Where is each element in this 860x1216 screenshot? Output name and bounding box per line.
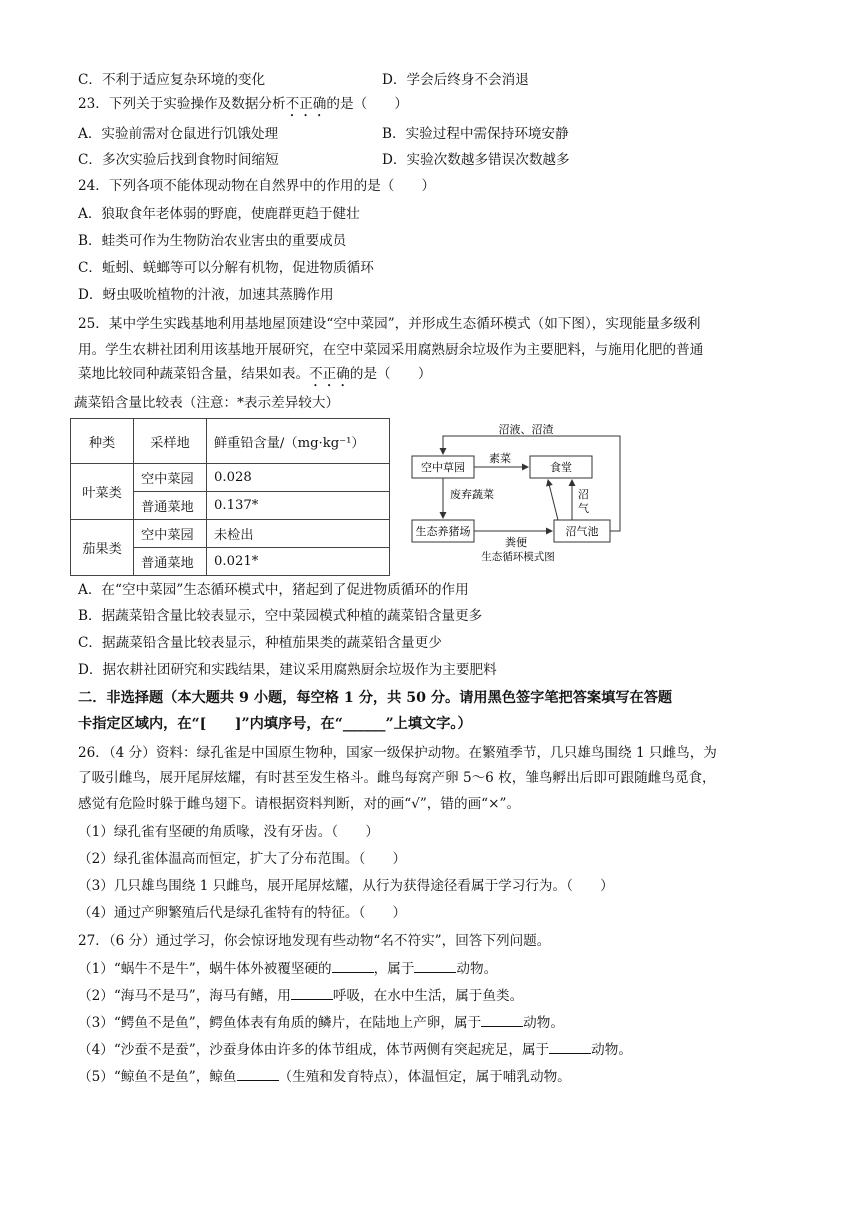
q27-item-5: （5）“鲸鱼不是鱼”，鲸鱼 （生殖和发育特点），体温恒定，属于哺乳动物。 [78,1066,571,1087]
table-caption: 蔬菜铅含量比较表（注意：*表示差异较大） [74,395,340,411]
cell-site: 空中菜园 [134,464,207,492]
q25-stem-line2: 用。学生农耕社团利用该基地开展研究，在空中菜园采用腐熟厨余垃圾作为主要肥料，与施用化肥的普通 [78,342,704,358]
q24-stem: 24．下列各项不能体现动物在自然界中的作用的是（ ） [78,178,436,194]
answer-blank[interactable] [414,958,456,973]
th-type: 种类 [71,419,134,464]
th-lead: 鲜重铅含量/（mg·kg⁻¹） [207,419,390,464]
q25-stem-line3: 菜地比较同种蔬菜铅含量，结果如表。不正确的是（ ） [78,366,432,382]
answer-blank[interactable] [291,985,333,1000]
svg-text:粪便: 粪便 [505,536,527,549]
answer-blank[interactable] [481,1012,523,1027]
q23-stem: 23．下列关于实验操作及数据分析不正确的是（ ） [78,96,408,112]
q22-option-d: D．学会后终身不会消退 [382,72,529,88]
q23-option-d: D．实验次数越多错误次数越多 [382,152,570,168]
svg-text:沼液、沼渣: 沼液、沼渣 [498,424,554,436]
cell-value: 0.137* [207,492,390,520]
cell-value: 0.028 [207,464,390,492]
svg-text:生态循环模式图: 生态循环模式图 [481,551,555,563]
svg-text:生态养猪场: 生态养猪场 [415,525,471,538]
lead-content-table [70,418,390,576]
cell-site: 普通菜地 [134,492,207,520]
svg-text:气: 气 [578,502,589,515]
q24-option-d: D．蚜虫吸吮植物的汁液，加速其蒸腾作用 [78,287,334,303]
q26-material-line3: 感觉有危险时躲于雌鸟翅下。请根据资料判断，对的画“√”，错的画“×”。 [78,796,521,812]
q26-item-4: （4）通过产卵繁殖后代是绿孔雀特有的特征。（ ） [78,905,407,921]
cell-site: 空中菜园 [134,520,207,548]
q27-item-2: （2）“海马不是马”，海马有鳍，用 呼吸，在水中生活，属于鱼类。 [78,985,523,1006]
section-2-heading-line1: 二．非选择题（本大题共 9 小题，每空格 1 分，共 50 分。请用黑色签字笔把答案填写在答题 [78,690,673,706]
q25-option-c: C．据蔬菜铅含量比较表显示，种植茄果类的蔬菜铅含量更少 [78,635,442,651]
q26-item-2: （2）绿孔雀体温高而恒定，扩大了分布范围。（ ） [78,851,407,867]
q27-item-4: （4）“沙蚕不是蚕”，沙蚕身体由许多的体节组成，体节两侧有突起疣足，属于 动物。 [78,1039,632,1060]
cell-value: 未检出 [207,520,390,548]
q26-item-3: （3）几只雄鸟围绕 1 只雌鸟，展开尾屏炫耀，从行为获得途径看属于学习行为。（ ） [78,878,614,894]
answer-blank[interactable] [237,1066,279,1081]
q26-material-line2: 了吸引雌鸟，展开尾屏炫耀，有时甚至发生格斗。雌鸟每窝产卵 5～6 枚，雏鸟孵出后即可跟随雌鸟觅食， [78,770,716,786]
q26-material-line1: 26．（4 分）资料：绿孔雀是中国原生物种，国家一级保护动物。在繁殖季节，几只雄鸟围绕 1 只雌鸟，为 [78,745,717,761]
q26-item-1: （1）绿孔雀有坚硬的角质喙，没有牙齿。（ ） [78,824,379,840]
q24-option-c: C．蚯蚓、蜣螂等可以分解有机物，促进物质循环 [78,260,374,276]
svg-text:沼气池: 沼气池 [565,525,599,538]
answer-blank[interactable] [549,1039,591,1054]
q27-item-1: （1）“蜗牛不是牛”，蜗牛体外被覆坚硬的 ，属于 动物。 [78,958,497,979]
svg-text:废弃蔬菜: 废弃蔬菜 [450,488,494,501]
svg-text:沼: 沼 [578,488,589,501]
q25-option-d: D．据农耕社团研究和实践结果，建议采用腐熟厨余垃圾作为主要肥料 [78,662,497,678]
answer-blank[interactable] [332,958,374,973]
q23-option-b: B．实验过程中需保持环境安静 [382,126,569,142]
q24-option-b: B．蛙类可作为生物防治农业害虫的重要成员 [78,233,347,249]
q23-option-a: A．实验前需对仓鼠进行饥饿处理 [78,126,279,142]
q23-option-c: C．多次实验后找到食物时间缩短 [78,152,279,168]
q27-stem: 27．（6 分）通过学习，你会惊讶地发现有些动物“名不符实”，回答下列问题。 [78,933,551,949]
q27-item-3: （3）“鳄鱼不是鱼”，鳄鱼体表有角质的鳞片，在陆地上产卵，属于 动物。 [78,1012,564,1033]
svg-text:空中草园: 空中草园 [421,461,465,474]
q25-option-a: A．在“空中菜园”生态循环模式中，猪起到了促进物质循环的作用 [78,582,469,598]
section-2-heading-line2: 卡指定区域内，在“[ ]”内填序号，在“______”上填文字。） [78,716,472,732]
q25-stem-line1: 25．某中学生实践基地利用基地屋顶建设“空中菜园”，并形成生态循环模式（如下图），实现能量多级利 [78,316,701,332]
svg-text:素菜: 素菜 [489,452,511,465]
eco-cycle-diagram [408,424,628,566]
q24-option-a: A．狼取食年老体弱的野鹿，使鹿群更趋于健壮 [78,206,360,222]
th-site: 采样地 [134,419,207,464]
group-leafy: 叶菜类 [71,464,134,520]
q25-option-b: B．据蔬菜铅含量比较表显示，空中菜园模式种植的蔬菜铅含量更多 [78,608,483,624]
svg-text:食堂: 食堂 [550,461,572,474]
cell-value: 0.021* [207,548,390,576]
cell-site: 普通菜地 [134,548,207,576]
q22-option-c: C．不利于适应复杂环境的变化 [78,72,266,88]
group-fruit: 茄果类 [71,520,134,576]
